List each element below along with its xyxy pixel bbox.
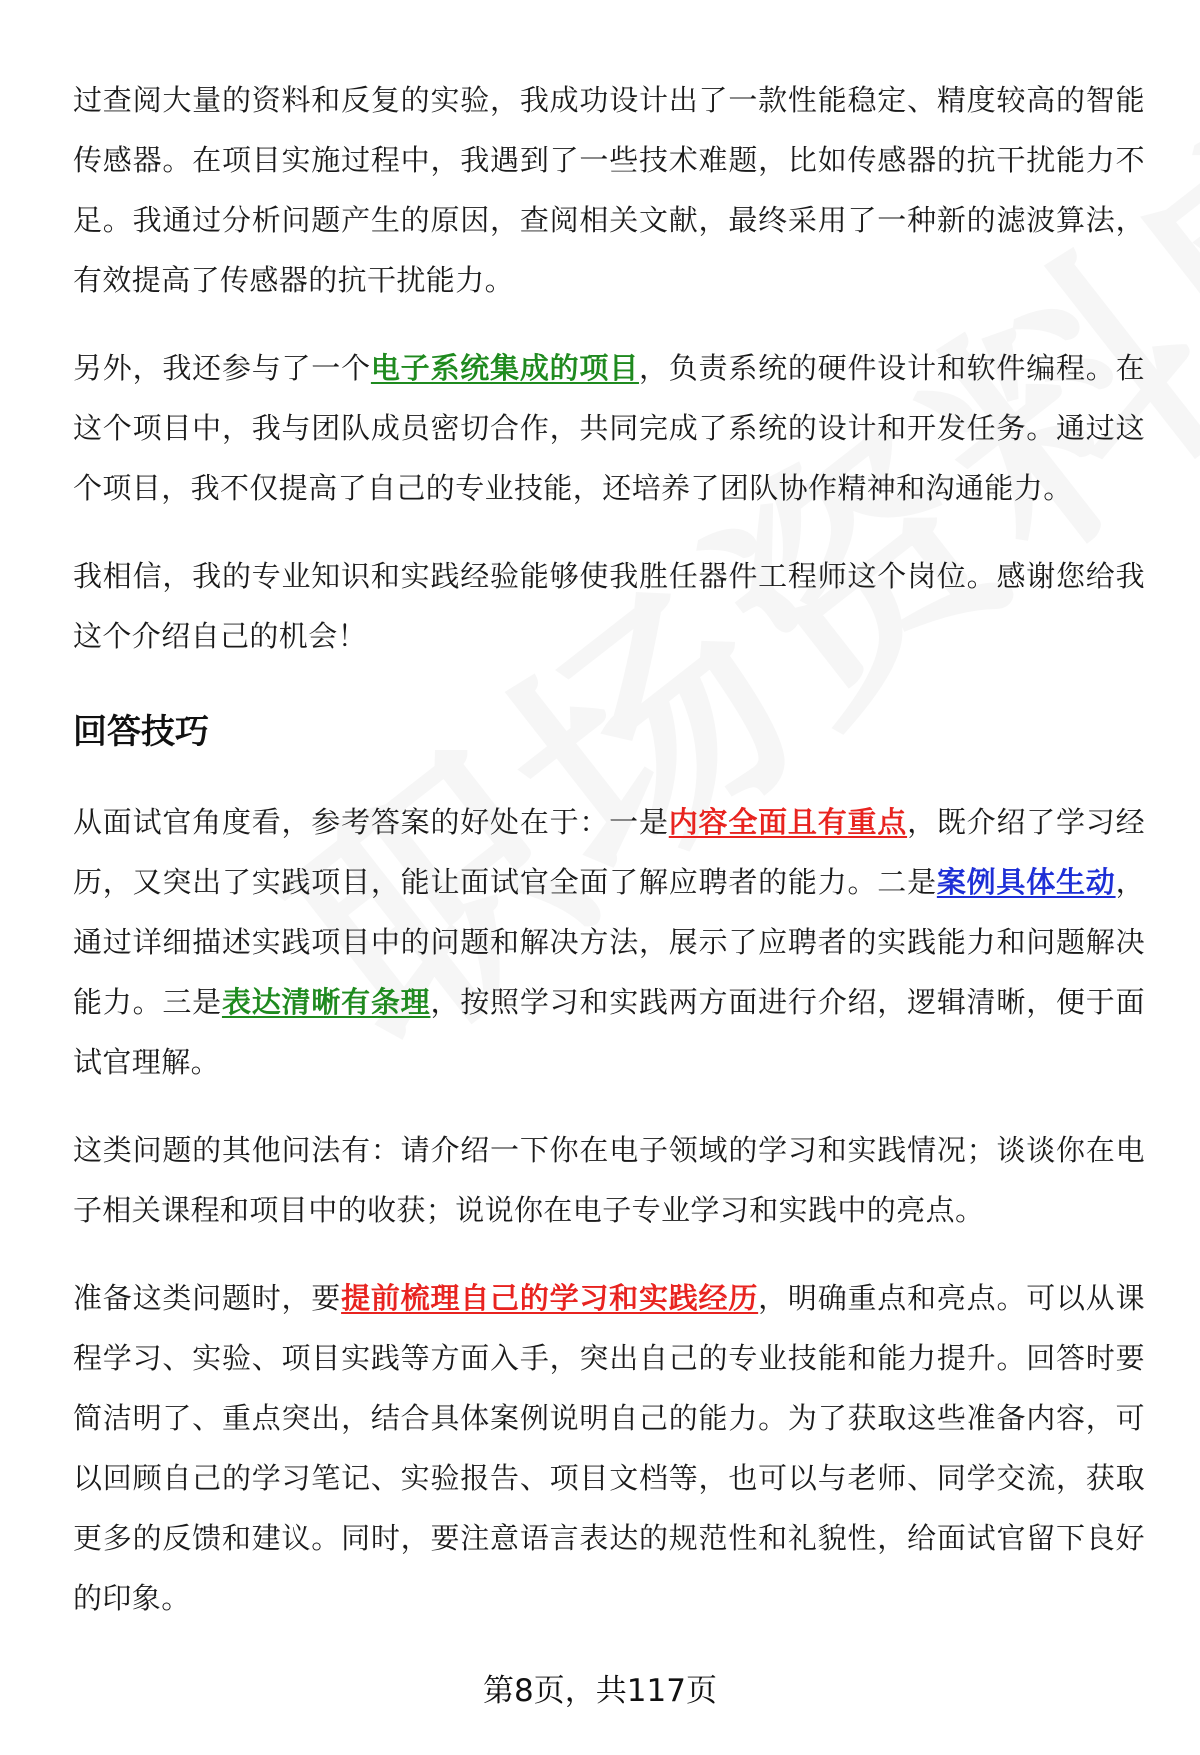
paragraph-system-integration [73,338,1145,518]
section-heading: 回答技巧 [73,712,209,752]
highlight-concrete-cases: 案例具体生动 [936,865,1116,899]
highlight-clear-expression: 表达清晰有条理 [221,985,431,1019]
paragraph-text: 准备这类问题时，要 [73,1281,342,1315]
paragraph-text: ，既介绍了学习经历，又突出了实践项目，能让面试官全面了解应聘者的能力。二是 [73,805,1145,899]
paragraph-text: ，负责系统的硬件设计和软件编程。在这个项目中，我与团队成员密切合作，共同完成了系统的设计和开发任务。通过这个项目，我不仅提高了自己的专业技能，还培养了团队协作精神和沟通能力。 [73,351,1145,505]
paragraph-text: ，按照学习和实践两方面进行介绍，逻辑清晰，便于面试官理解。 [73,985,1145,1079]
highlight-review-experience: 提前梳理自己的学习和实践经历 [341,1281,759,1315]
paragraph-sensor-project [73,70,1145,310]
highlight-system-integration: 电子系统集成的项目 [370,351,639,385]
highlight-comprehensive: 内容全面且有重点 [668,805,908,839]
page-content [73,70,1145,1656]
paragraph-interviewer-view [73,792,1145,1092]
paragraph-alternative-questions [73,1120,1145,1240]
paragraph-text: 另外，我还参与了一个 [73,351,371,385]
paragraph-text: 过查阅大量的资料和反复的实验，我成功设计出了一款性能稳定、精度较高的智能传感器。在项目实施过程中，我遇到了一些技术难题，比如传感器的抗干扰能力不足。我通过分析问题产生的原因，查阅相关文献，最终采用了一种新的滤波算法，有效提高了传感器的抗干扰能力。 [73,83,1145,297]
page-number: 第8页，共117页 [483,1673,717,1709]
paragraph-text: ，通过详细描述实践项目中的问题和解决方法，展示了应聘者的实践能力和问题解决能力。三是 [73,865,1145,1019]
paragraph-text: 从面试官角度看，参考答案的好处在于：一是 [73,805,669,839]
paragraph-preparation [73,1268,1145,1628]
paragraph-text: 我相信，我的专业知识和实践经验能够使我胜任器件工程师这个岗位。感谢您给我这个介绍自己的机会！ [73,559,1145,653]
paragraph-text: 这类问题的其他问法有：请介绍一下你在电子领域的学习和实践情况；谈谈你在电子相关课程和项目中的收获；说说你在电子专业学习和实践中的亮点。 [73,1133,1145,1227]
paragraph-text: ，明确重点和亮点。可以从课程学习、实验、项目实践等方面入手，突出自己的专业技能和能力提升。回答时要简洁明了、重点突出，结合具体案例说明自己的能力。为了获取这些准备内容，可以回顾自己的学习笔记、实验报告、项目文档等，也可以与老师、同学交流，获取更多的反馈和建议。同时，要注意语言表达的规范性和礼貌性，给面试官留下良好的印象。 [73,1281,1145,1615]
paragraph-closing [73,546,1145,666]
